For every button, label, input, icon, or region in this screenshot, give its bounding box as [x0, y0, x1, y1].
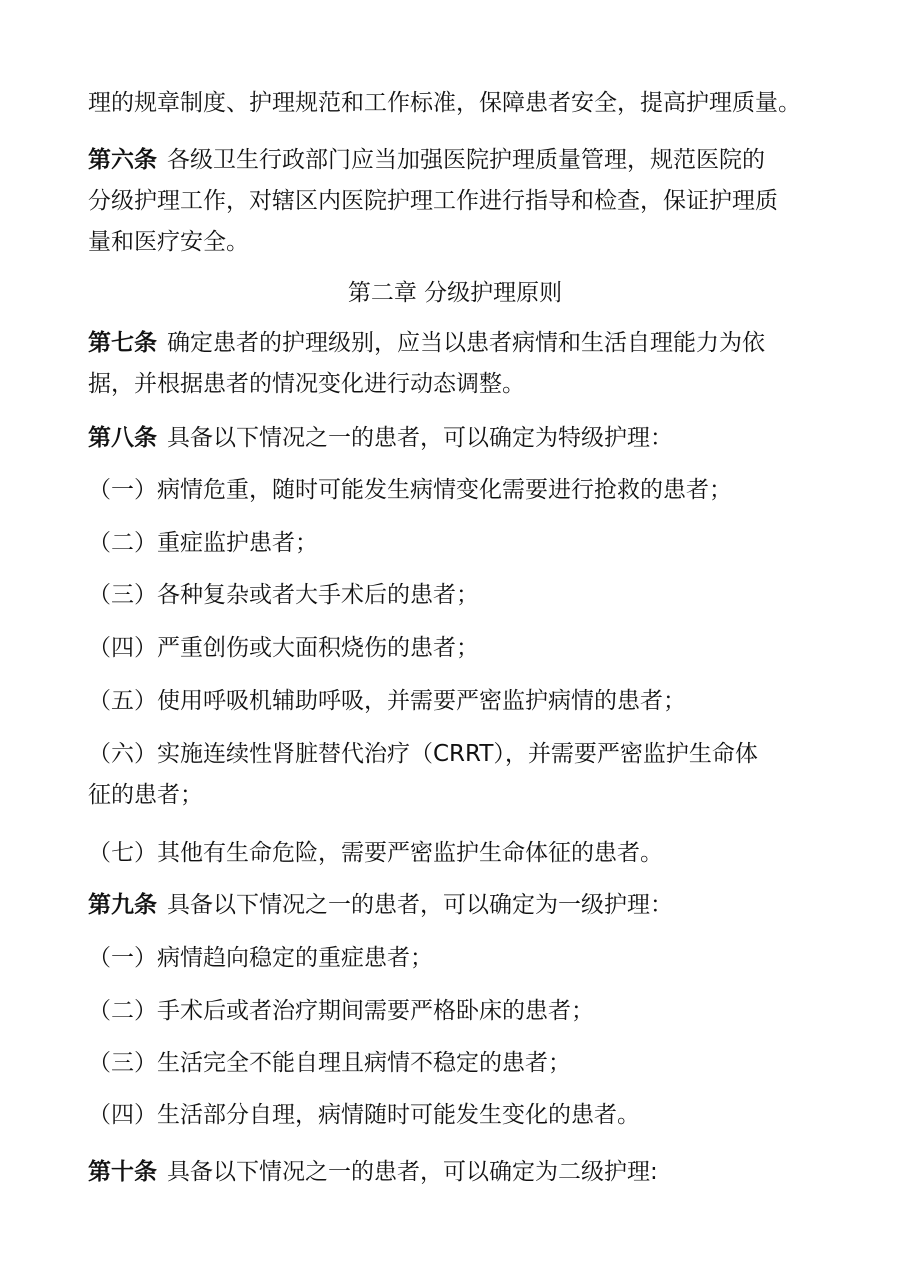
list-item: （五）使用呼吸机辅助呼吸，并需要严密监护病情的患者； [88, 688, 686, 714]
list-item: （二）手术后或者治疗期间需要严格卧床的患者； [88, 998, 594, 1024]
list-item: （七）其他有生命危险，需要严密监护生命体征的患者。 [88, 840, 663, 866]
article-8-title: 第八条 [88, 425, 157, 451]
list-item: （六）实施连续性肾脏替代治疗（CRRT），并需要严密监护生命体 [88, 741, 758, 767]
article-8-text: 具备以下情况之一的患者，可以确定为特级护理： [167, 425, 673, 451]
list-item: （四）生活部分自理，病情随时可能发生变化的患者。 [88, 1102, 640, 1128]
list-item: （一）病情趋向稳定的重症患者； [88, 945, 433, 971]
list-item: （二）重症监护患者； [88, 530, 318, 556]
article-7-title: 第七条 [88, 330, 157, 356]
article-10-text: 具备以下情况之一的患者，可以确定为二级护理: [167, 1159, 658, 1185]
article-7-line [88, 326, 765, 360]
article-9-text: 具备以下情况之一的患者，可以确定为一级护理： [167, 892, 673, 918]
article-9-line [88, 888, 673, 922]
article-6-text: 各级卫生行政部门应当加强医院护理质量管理，规范医院的 [167, 147, 765, 173]
article-6-title: 第六条 [88, 147, 157, 173]
article-8-line [88, 421, 673, 455]
article-9-title: 第九条 [88, 892, 157, 918]
chapter-heading: 第二章 分级护理原则 [347, 280, 563, 306]
article-10-line [88, 1155, 658, 1189]
paragraph-line: 理的规章制度、护理规范和工作标准，保障患者安全，提高护理质量。 [88, 90, 801, 116]
list-item: （三）各种复杂或者大手术后的患者； [88, 582, 479, 608]
paragraph-line: 分级护理工作，对辖区内医院护理工作进行指导和检查，保证护理质 [88, 188, 778, 214]
list-item: （三）生活完全不能自理且病情不稳定的患者； [88, 1050, 571, 1076]
article-10-title: 第十条 [88, 1159, 157, 1185]
paragraph-line: 量和医疗安全。 [88, 229, 249, 255]
article-7-text: 确定患者的护理级别，应当以患者病情和生活自理能力为依 [167, 330, 765, 356]
list-item-continuation: 征的患者； [88, 782, 203, 808]
article-6-line [88, 143, 765, 177]
list-item: （一）病情危重，随时可能发生病情变化需要进行抢救的患者； [88, 477, 732, 503]
paragraph-line: 据，并根据患者的情况变化进行动态调整。 [88, 371, 525, 397]
list-item: （四）严重创伤或大面积烧伤的患者； [88, 635, 479, 661]
